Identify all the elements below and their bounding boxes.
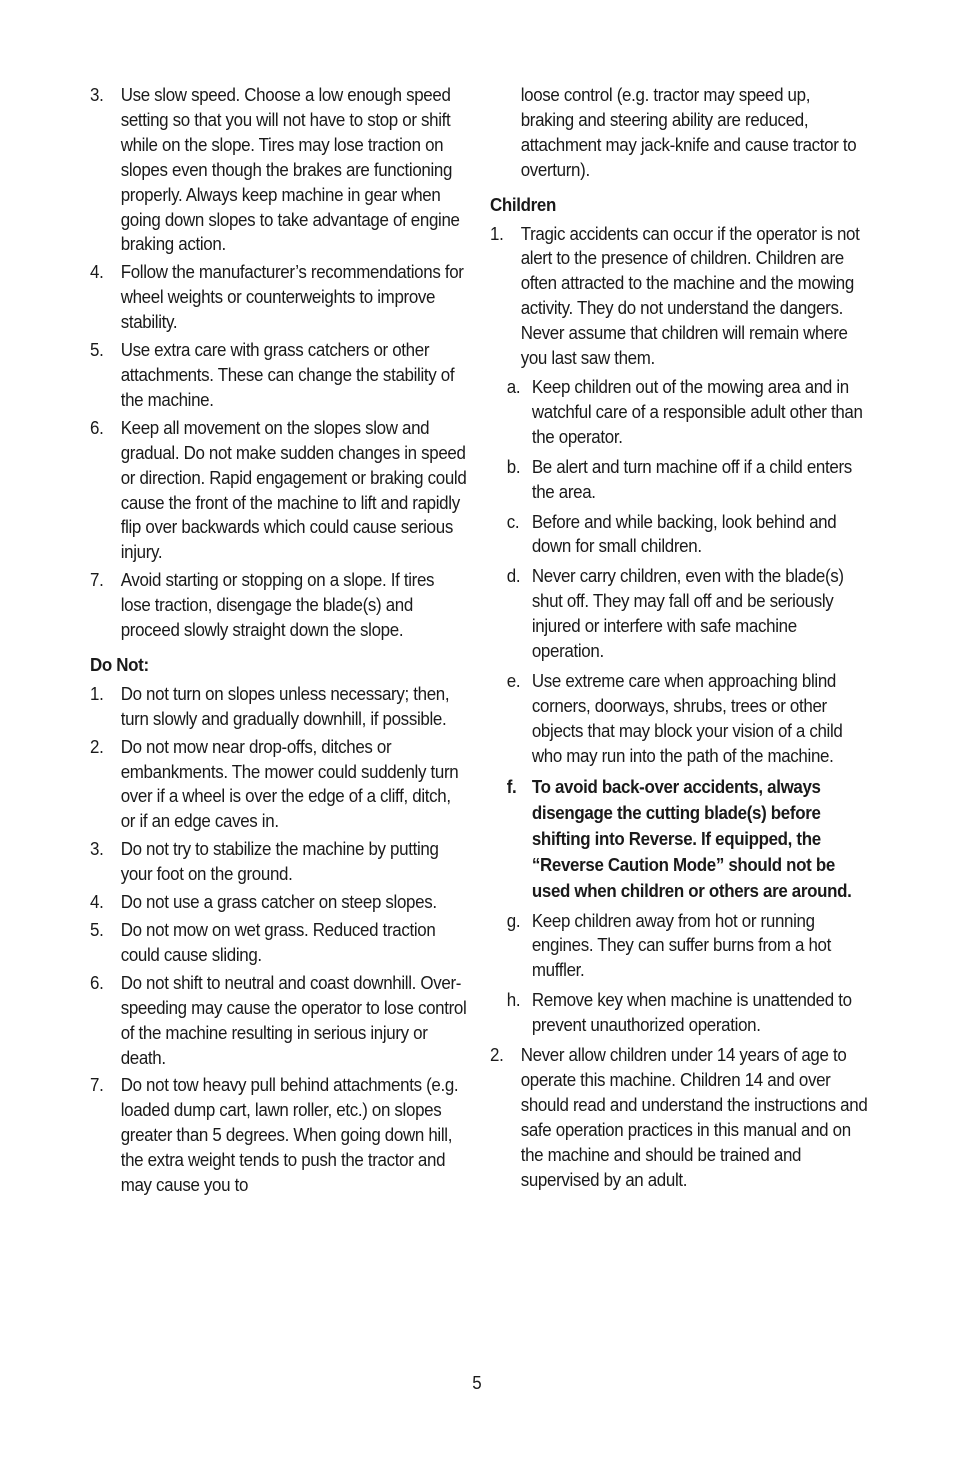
item-text: Tragic accidents can occur if the operator is not alert to the presence of children. Children are often attracted to the machine and the mowing activity. They do not understand the dangers. Never assume that children will remain where you last saw them.: [520, 223, 860, 369]
item-text: Be alert and turn machine off if a child enters the area.: [531, 456, 852, 502]
item-number: 2.: [490, 1045, 504, 1066]
item-letter: c.: [506, 511, 520, 532]
sub-list-item: [507, 909, 868, 984]
item-letter: g.: [506, 910, 521, 931]
sub-list-item: [507, 510, 868, 560]
right-column: [490, 83, 868, 1196]
list-item: [90, 260, 468, 335]
item-text: Never carry children, even with the blade(s) shut off. They may fall off and be seriously injured or interfere with safe machine operation.: [531, 566, 844, 662]
list-item: [90, 682, 468, 732]
item-number: 4.: [90, 892, 104, 913]
list-item: [90, 918, 468, 968]
list-item: [90, 837, 468, 887]
list-item: [90, 1073, 468, 1198]
list-item: [490, 222, 868, 371]
item-text: Do not mow near drop-offs, ditches or embankments. The mower could suddenly turn over if a wheel is over the edge of a cliff, ditch, or if an edge caves in.: [120, 736, 459, 832]
item-letter: f.: [506, 776, 517, 797]
sub-list-item: [507, 564, 868, 664]
left-column: [90, 83, 468, 1201]
item-text: Do not mow on wet grass. Reduced traction could cause sliding.: [120, 920, 436, 965]
item-number: 4.: [90, 262, 104, 283]
item-text: Keep all movement on the slopes slow and gradual. Do not make sudden changes in speed or direction. Rapid engagement or braking could cause the front of the machine to lift and rapidly flip over backwards which could cause serious injury.: [120, 417, 467, 563]
item-number: 7.: [90, 570, 104, 591]
item-text: Use slow speed. Choose a low enough speed setting so that you will not have to stop or shift while on the slope. Tires may lose traction on slopes even though the brakes are functioning properly. Always keep machine in gear when going down slopes to take advantage of engine braking action.: [120, 85, 460, 255]
sub-list-item-warning: [507, 774, 868, 904]
list-item: [90, 971, 468, 1071]
item-letter: h.: [506, 990, 521, 1011]
list-item: [90, 416, 468, 565]
sub-list-item: [507, 455, 868, 505]
item-text: Avoid starting or stopping on a slope. If tires lose traction, disengage the blade(s) and proceed slowly straight down the slope.: [120, 570, 435, 641]
item-number: 1.: [90, 683, 104, 704]
item-number: 1.: [490, 223, 504, 244]
item-text: Never allow children under 14 years of age to operate this machine. Children 14 and over should read and understand the instructions and safe operation practices in this manual and on the machine and should be trained and supervised by an adult.: [520, 1045, 868, 1190]
list-item: [90, 338, 468, 413]
list-item: [490, 1043, 868, 1192]
item-number: 3.: [90, 85, 104, 105]
item-text: Keep children away from hot or running engines. They can suffer burns from a hot muffler.: [531, 910, 831, 981]
item-number: 7.: [90, 1075, 104, 1096]
item-text: Keep children out of the mowing area and in watchful care of a responsible adult other than the operator.: [531, 376, 863, 447]
item-number: 2.: [90, 736, 104, 757]
do-not-heading: Do Not:: [90, 654, 149, 675]
item-number: 3.: [90, 839, 104, 860]
item-number: 5.: [90, 340, 104, 361]
item-number: 6.: [90, 972, 104, 993]
item-text: Before and while backing, look behind and down for small children.: [531, 511, 837, 557]
item-letter: b.: [506, 456, 521, 477]
item-letter: a.: [506, 376, 521, 397]
item-letter: e.: [506, 670, 521, 691]
list-item: [90, 83, 468, 257]
item-text: Do not tow heavy pull behind attachments (e.g. loaded dump cart, lawn roller, etc.) on slopes greater than 5 degrees. When going down hill, the extra weight tends to push the tractor and may cause you to: [120, 1075, 459, 1196]
item-letter: d.: [506, 566, 521, 587]
sub-list-item: [507, 375, 868, 450]
list-item: [90, 568, 468, 643]
warning-text: To avoid back-over accidents, always disengage the cutting blade(s) before shifting into Reverse. If equipped, the “Reverse Caution Mode” should not be used when children or others are around.: [531, 776, 852, 901]
item-text: Do not shift to neutral and coast downhill. Over-speeding may cause the operator to lose control of the machine resulting in serious injury or death.: [120, 972, 467, 1068]
children-heading: Children: [490, 194, 557, 215]
continued-text: loose control (e.g. tractor may speed up, braking and steering ability are reduced, attachment may jack-knife and cause tractor to overturn).: [520, 85, 857, 180]
item-text: Follow the manufacturer’s recommendations for wheel weights or counterweights to improve stability.: [120, 262, 464, 333]
page-number: 5: [472, 1373, 482, 1393]
item-text: Use extra care with grass catchers or other attachments. These can change the stability of the machine.: [120, 340, 455, 410]
item-text: Do not use a grass catcher on steep slopes.: [120, 892, 437, 913]
sub-list-item: [507, 669, 868, 769]
item-text: Do not turn on slopes unless necessary; then, turn slowly and gradually downhill, if possible.: [120, 683, 450, 729]
sub-list-item: [507, 988, 868, 1038]
item-number: 5.: [90, 920, 104, 940]
list-item: [90, 890, 468, 915]
item-text: Use extreme care when approaching blind corners, doorways, shrubs, trees or other objects that may block your vision of a child who may run into the path of the machine.: [531, 670, 843, 766]
item-text: Do not try to stabilize the machine by putting your foot on the ground.: [120, 839, 439, 885]
list-item: [90, 735, 468, 835]
item-number: 6.: [90, 417, 104, 438]
item-text: Remove key when machine is unattended to prevent unauthorized operation.: [531, 990, 852, 1036]
